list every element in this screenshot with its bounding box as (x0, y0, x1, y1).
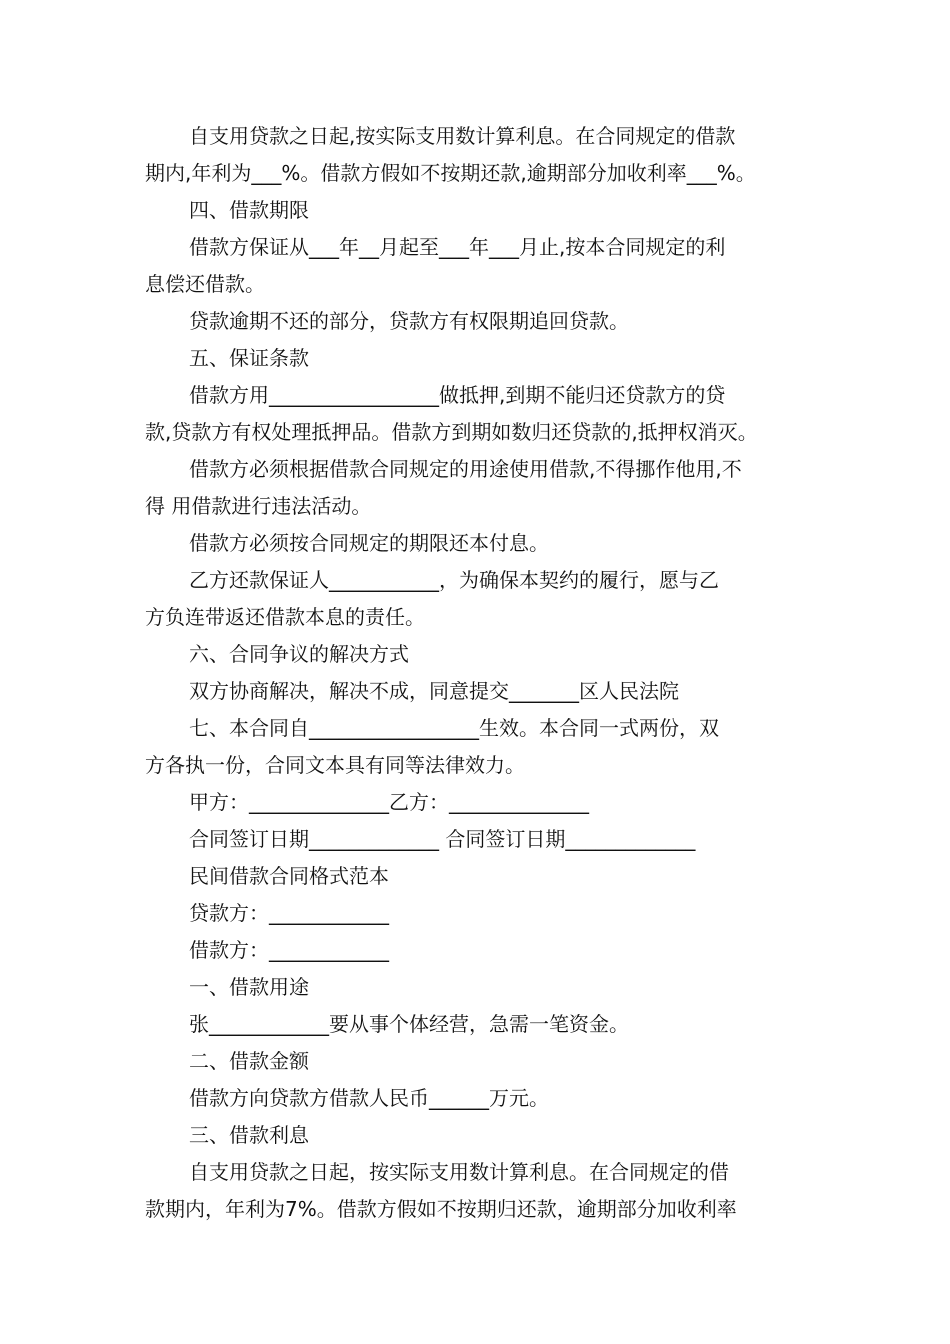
paragraph-line: 借款方保证从___年__月起至___年___月止,按本合同规定的利 (189, 235, 726, 259)
lender-line: 贷款方：____________ (189, 901, 389, 925)
signature-parties-line: 甲方：______________乙方：______________ (189, 790, 589, 814)
section-heading-guarantee: 五、保证条款 (189, 346, 309, 370)
paragraph-line: 张____________要从事个体经营，急需一笔资金。 (189, 1012, 629, 1036)
section-heading-term: 四、借款期限 (189, 198, 309, 222)
paragraph-line: 自支用贷款之日起,按实际支用数计算利息。在合同规定的借款 (189, 124, 736, 148)
section-heading-amount: 二、借款金额 (189, 1049, 309, 1073)
paragraph-line: 自支用贷款之日起，按实际支用数计算利息。在合同规定的借 (189, 1160, 729, 1184)
paragraph-line: 乙方还款保证人___________，为确保本契约的履行，愿与乙 (189, 568, 719, 592)
section-heading-dispute: 六、合同争议的解决方式 (189, 642, 409, 666)
section-heading-interest: 三、借款利息 (189, 1123, 309, 1147)
paragraph-line: 款,贷款方有权处理抵押品。借款方到期如数归还贷款的,抵押权消灭。 (145, 420, 758, 444)
paragraph-line: 贷款逾期不还的部分，贷款方有权限期追回贷款。 (189, 309, 629, 333)
section-heading-purpose: 一、借款用途 (189, 975, 309, 999)
paragraph-line: 借款方必须按合同规定的期限还本付息。 (189, 531, 549, 555)
paragraph-line: 借款方必须根据借款合同规定的用途使用借款,不得挪作他用,不 (189, 457, 742, 481)
paragraph-line: 七、本合同自_________________生效。本合同一式两份，双 (189, 716, 719, 740)
paragraph-line: 息偿还借款。 (145, 272, 265, 296)
paragraph-line: 借款方用_________________做抵押,到期不能归还贷款方的贷 (189, 383, 726, 407)
paragraph-line: 双方协商解决，解决不成，同意提交_______区人民法院 (189, 679, 679, 703)
borrower-line: 借款方：____________ (189, 938, 389, 962)
paragraph-line: 方各执一份，合同文本具有同等法律效力。 (145, 753, 525, 777)
paragraph-line: 期内,年利为___%。借款方假如不按期还款,逾期部分加收利率___%。 (145, 161, 756, 185)
paragraph-line: 方负连带返还借款本息的责任。 (145, 605, 425, 629)
paragraph-line: 得 用借款进行违法活动。 (145, 494, 372, 518)
paragraph-line: 款期内，年利为7%。借款方假如不按期归还款，逾期部分加收利率 (145, 1197, 737, 1221)
signature-date-line: 合同签订日期_____________ 合同签订日期_____________ (189, 827, 696, 851)
document-subtitle: 民间借款合同格式范本 (189, 864, 389, 888)
paragraph-line: 借款方向贷款方借款人民币______万元。 (189, 1086, 549, 1110)
